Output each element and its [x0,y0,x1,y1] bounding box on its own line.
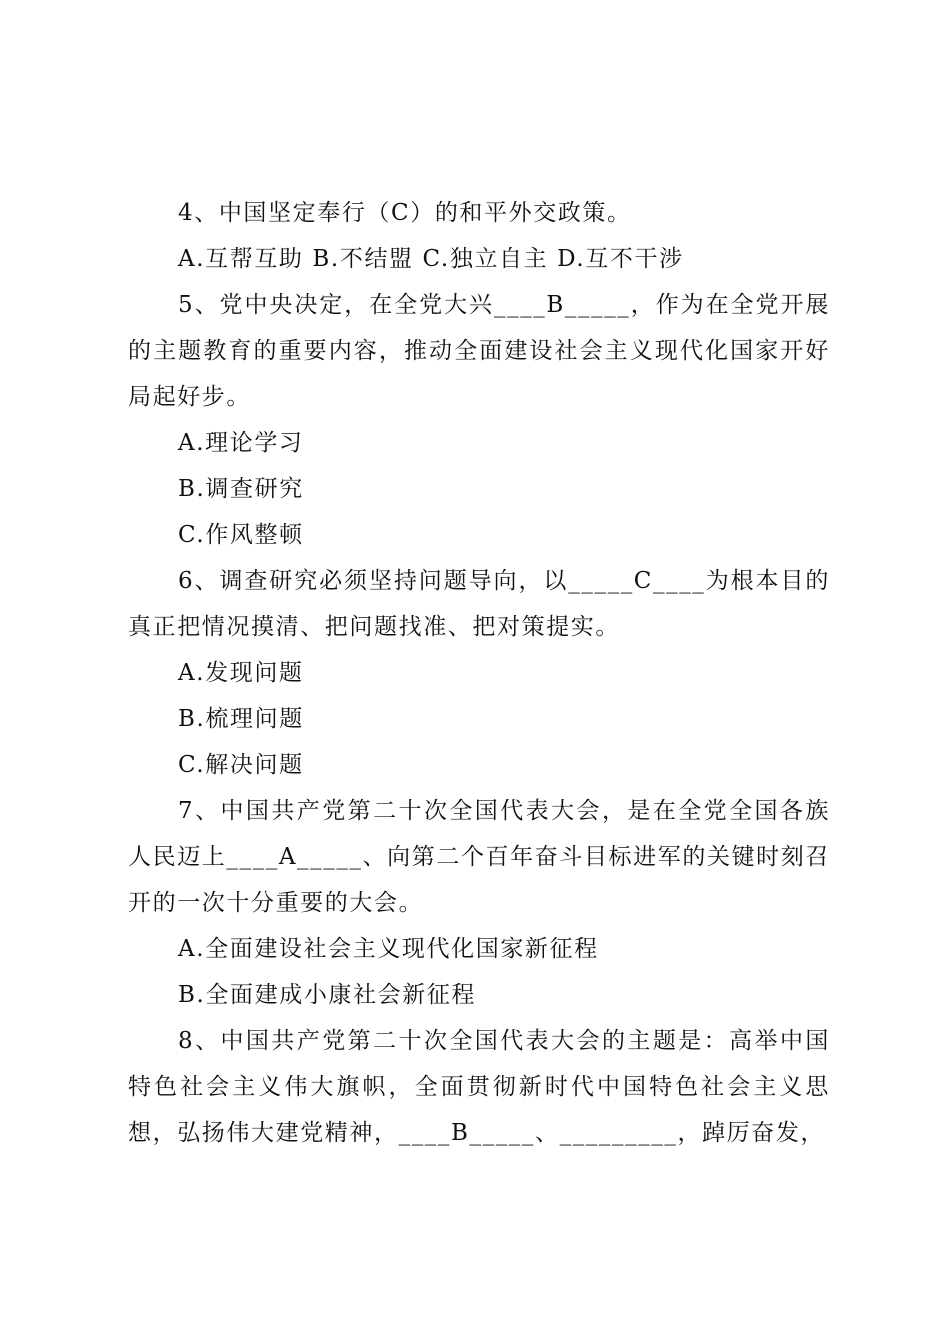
question-6-option-b: B.梳理问题 [178,706,304,732]
question-6-option-c: C.解决问题 [178,752,304,778]
document-body [128,190,830,1156]
question-4-options: A.互帮互助 B.不结盟 C.独立自主 D.互不干涉 [178,246,684,272]
question-7-stem: 7、中国共产党第二十次全国代表大会，是在全党全国各族人民迈上____A_____、向第二个百年奋斗目标进军的关键时刻召开的一次十分重要的大会。 [128,798,830,916]
question-8-stem: 8、中国共产党第二十次全国代表大会的主题是：高举中国特色社会主义伟大旗帜，全面贯彻新时代中国特色社会主义思想，弘扬伟大建党精神，____B_____、_________，踔厉奋发， [128,1028,830,1146]
question-5-option-b: B.调查研究 [178,476,304,502]
question-4-stem: 4、中国坚定奉行（C）的和平外交政策。 [178,200,632,226]
question-7-option-a: A.全面建设社会主义现代化国家新征程 [178,936,599,962]
question-6-stem: 6、调查研究必须坚持问题导向，以_____C____为根本目的真正把情况摸清、把问题找准、把对策提实。 [128,568,830,640]
question-5-option-c: C.作风整顿 [178,522,304,548]
question-6-option-a: A.发现问题 [178,660,304,686]
question-5-option-a: A.理论学习 [178,430,304,456]
question-5-stem: 5、党中央决定，在全党大兴____B_____，作为在全党开展的主题教育的重要内容，推动全面建设社会主义现代化国家开好局起好步。 [128,292,830,410]
question-7-option-b: B.全面建成小康社会新征程 [178,982,477,1008]
